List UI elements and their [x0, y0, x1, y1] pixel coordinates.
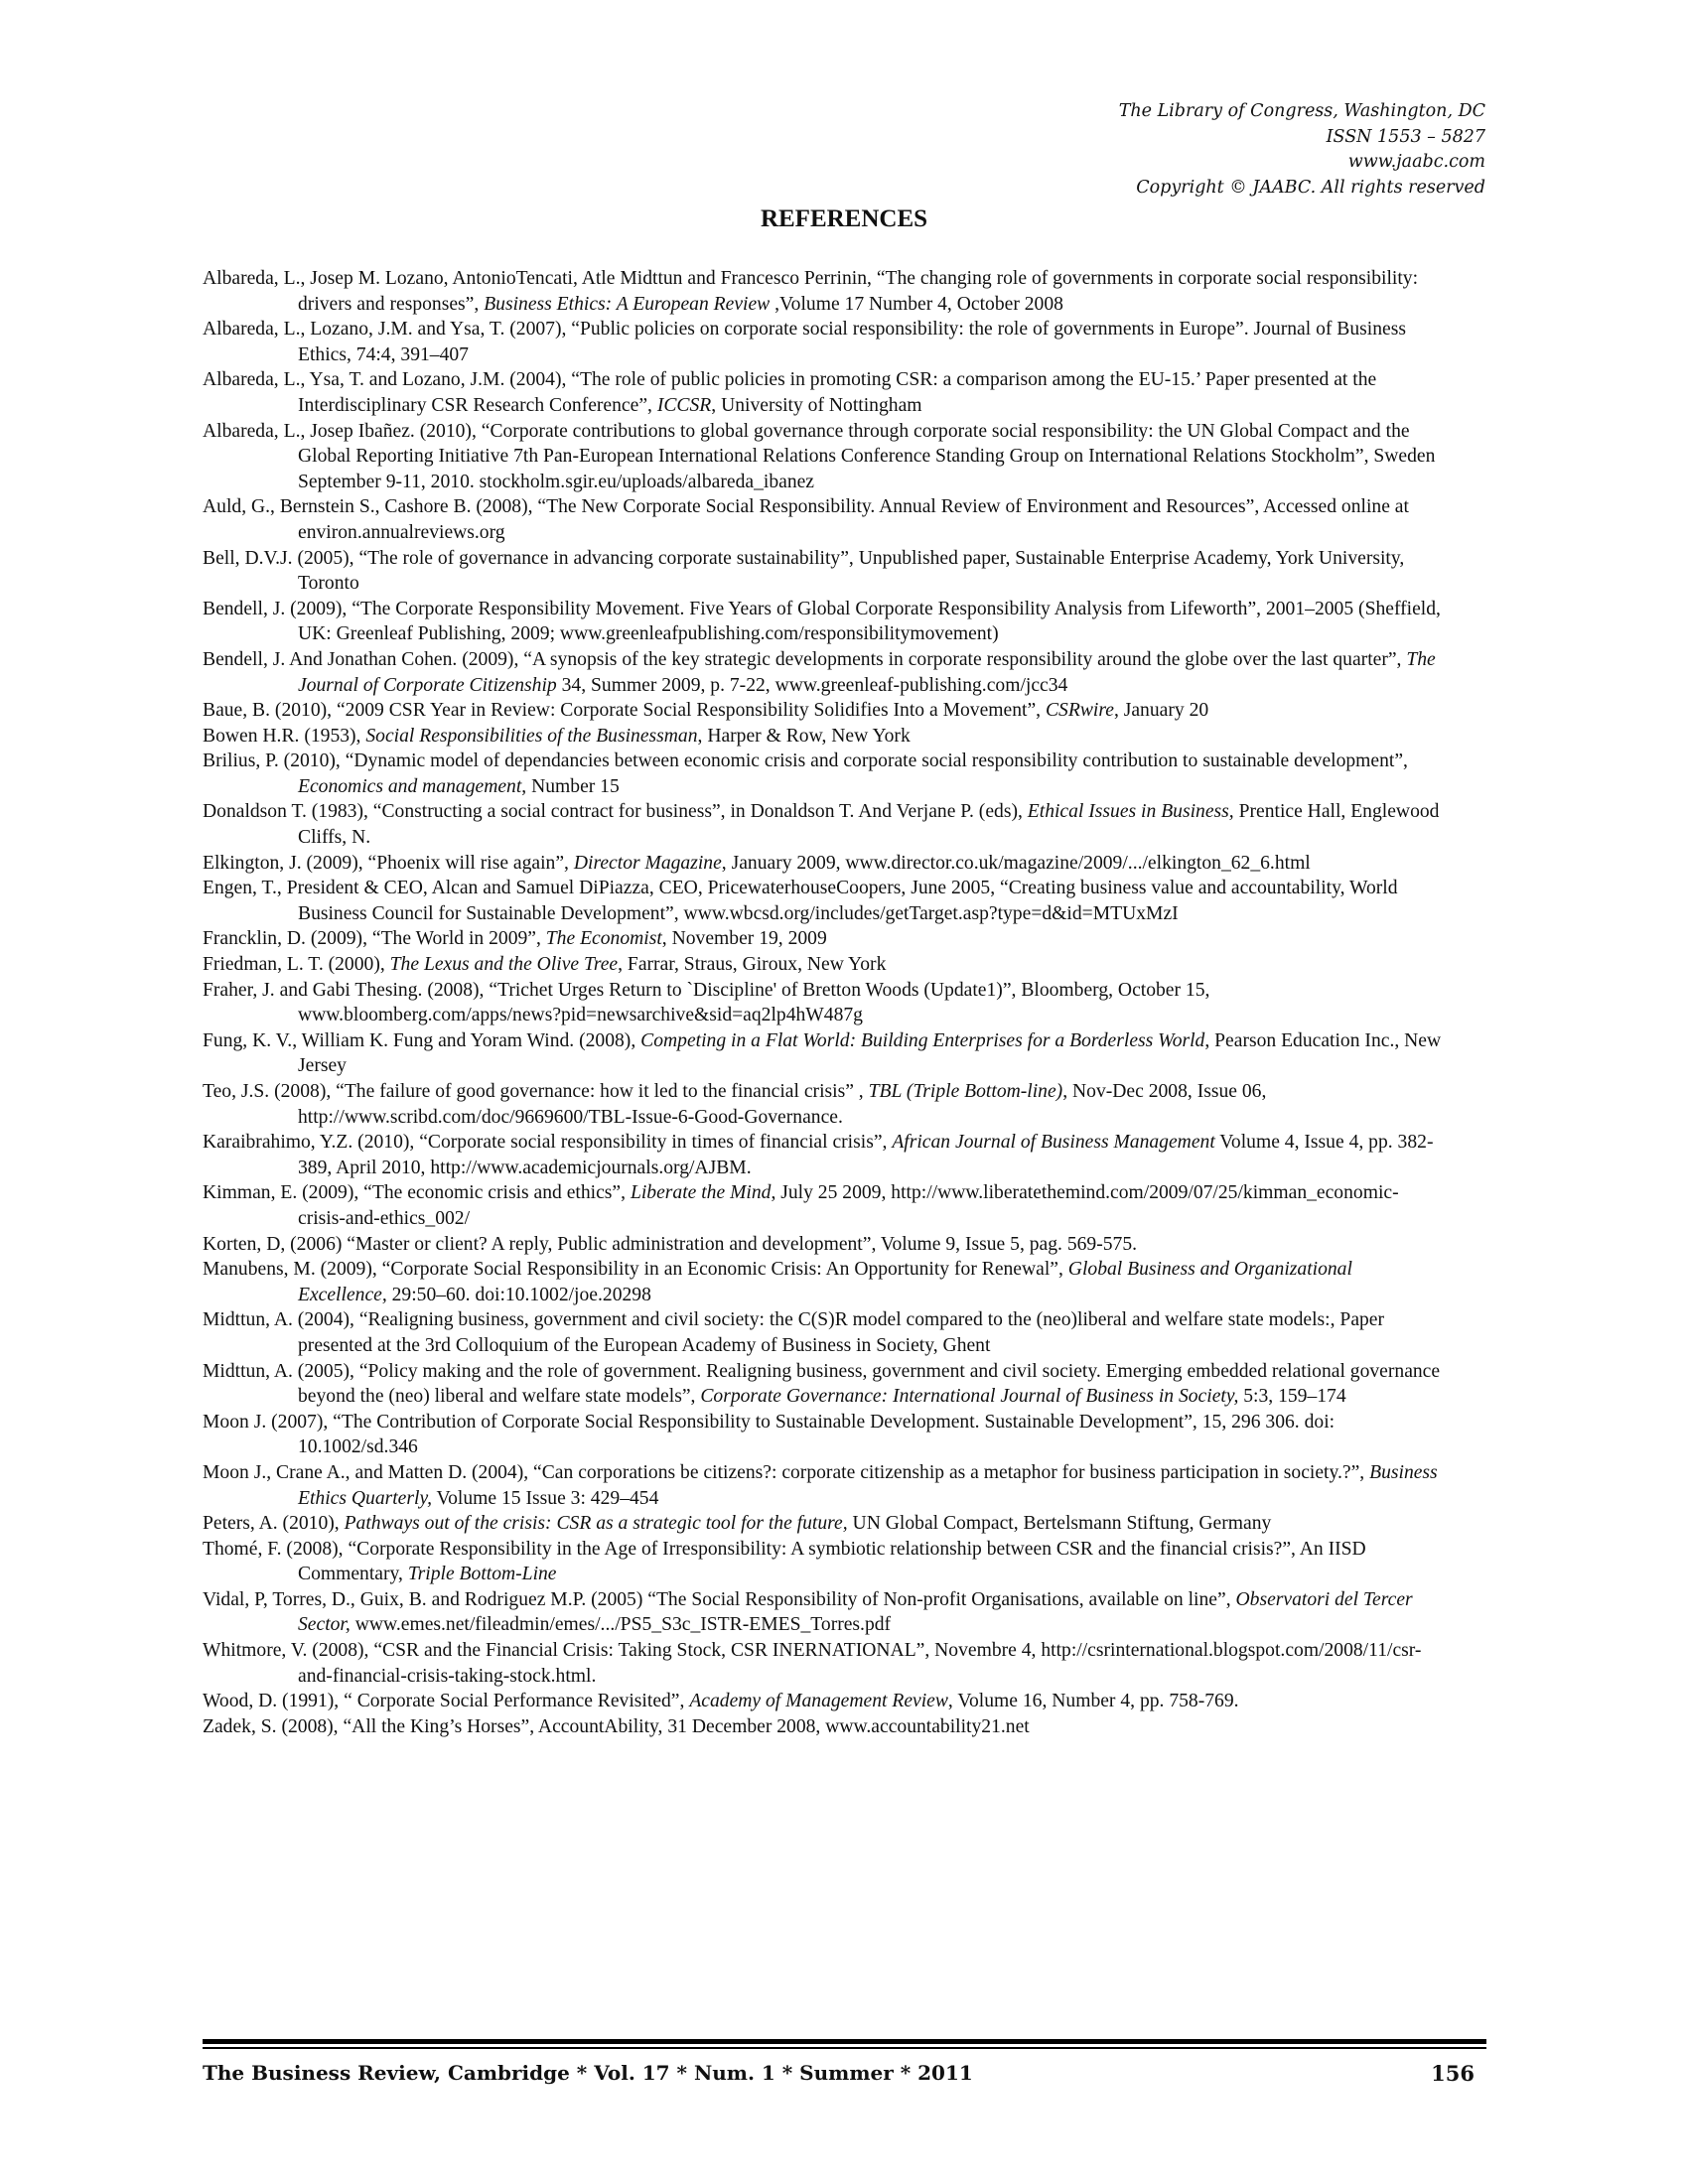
- reference-text: Engen, T., President & CEO, Alcan and Samuel DiPiazza, CEO, PricewaterhouseCoopers, June 2005, “Creating business value and accountability, World Business Council for Sustainable Development”, www.wbcsd.org/includes/getTarget.asp?type=d&id=MTUxMzI: [203, 878, 1398, 924]
- footer-journal: The Business Review, Cambridge * Vol. 17 * Num. 1 * Summer * 2011: [203, 2061, 973, 2085]
- journal-header: [1119, 99, 1485, 201]
- reference-entry: [203, 1028, 1444, 1079]
- reference-text: 5:3, 159–174: [1238, 1386, 1346, 1408]
- reference-italic: Competing in a Flat World: Building Enterprises for a Borderless World: [640, 1029, 1205, 1051]
- reference-text: Moon J., Crane A., and Matten D. (2004), “Can corporations be citizens?: corporate citizenship as a metaphor for business participation in society.?”,: [203, 1461, 1370, 1483]
- reference-text: Donaldson T. (1983), “Constructing a social contract for business”, in Donaldson T. And Verjane P. (eds),: [203, 801, 1028, 823]
- reference-text: Albareda, L., Ysa, T. and Lozano, J.M. (2004), “The role of public policies in promoting CSR: a comparison among the EU-15.’ Paper presented at the Interdisciplinary CSR Research Conference”,: [203, 369, 1377, 416]
- reference-entry: [203, 597, 1444, 647]
- reference-entry: [203, 698, 1444, 724]
- reference-text: Teo, J.S. (2008), “The failure of good governance: how it led to the financial crisis” ,: [203, 1081, 869, 1102]
- reference-text: Auld, G., Bernstein S., Cashore B. (2008), “The New Corporate Social Responsibility. Annual Review of Environment and Resources”, Accessed online at environ.annualreviews.org: [203, 496, 1409, 543]
- reference-text: Albareda, L., Josep Ibañez. (2010), “Corporate contributions to global governance through corporate social responsibility: the UN Global Compact and the Global Reporting Initiative 7th Pan-European International Relations Conference Standing Group on International Relations Stockholm”, Sweden September 9-11, 2010. stockholm.sgir.eu/uploads/albareda_ibanez: [203, 420, 1436, 492]
- reference-text: , Harper & Row, New York: [697, 725, 911, 747]
- reference-entry: [203, 1257, 1444, 1307]
- reference-text: Karaibrahimo, Y.Z. (2010), “Corporate social responsibility in times of financial crisis”,: [203, 1132, 893, 1154]
- header-website: www.jaabc.com: [1347, 152, 1485, 172]
- reference-italic: Economics and management: [298, 775, 522, 797]
- reference-entry: [203, 724, 1444, 750]
- reference-text: , Nov-Dec 2008, Issue 06, http://www.scribd.com/doc/9669600/TBL-Issue-6-Good-Governance.: [298, 1081, 1267, 1128]
- reference-text: Peters, A. (2010),: [203, 1513, 345, 1535]
- reference-text: ,Volume 17 Number 4, October 2008: [770, 293, 1063, 315]
- reference-text: Bowen H.R. (1953),: [203, 725, 366, 747]
- reference-text: Fung, K. V., William K. Fung and Yoram Wind. (2008),: [203, 1029, 641, 1051]
- reference-text: Kimman, E. (2009), “The economic crisis and ethics”,: [203, 1182, 631, 1204]
- reference-entry: [203, 749, 1444, 799]
- reference-text: Thomé, F. (2008), “Corporate Responsibility in the Age of Irresponsibility: A symbiotic relationship between CSR and the financial crisis?”, An IISD Commentary,: [203, 1538, 1366, 1585]
- reference-entry: [203, 494, 1444, 545]
- reference-entry: [203, 1410, 1444, 1460]
- reference-entry: [203, 978, 1444, 1028]
- reference-text: Brilius, P. (2010), “Dynamic model of dependancies between economic crisis and corporate social responsibility contribution to sustainable development”,: [203, 751, 1408, 772]
- reference-entry: [203, 266, 1444, 317]
- reference-entry: [203, 926, 1444, 952]
- reference-entry: [203, 1180, 1444, 1231]
- reference-entry: [203, 1232, 1444, 1258]
- reference-text: Midttun, A. (2004), “Realigning business, government and civil society: the C(S)R model compared to the (neo)liberal and welfare state models:, Paper presented at the 3rd Colloquium of the European Academy of Business in Society, Ghent: [203, 1309, 1385, 1356]
- reference-italic: Observatori del Tercer Sector,: [298, 1588, 1413, 1636]
- reference-text: Wood, D. (1991), “ Corporate Social Performance Revisited”,: [203, 1691, 690, 1712]
- reference-italic: ICCSR: [656, 394, 712, 416]
- reference-italic: Ethical Issues in Business,: [1027, 801, 1234, 823]
- reference-italic: Business Ethics: A European Review: [484, 293, 771, 315]
- reference-text: Volume 15 Issue 3: 429–454: [431, 1487, 659, 1509]
- page-number: 156: [1431, 2061, 1475, 2086]
- reference-entry: [203, 1460, 1444, 1511]
- reference-italic: Business Ethics Quarterly,: [298, 1461, 1438, 1509]
- reference-text: , January 20: [1113, 700, 1209, 722]
- reference-text: www.emes.net/fileadmin/emes/.../PS5_S3c_ISTR-EMES_Torres.pdf: [350, 1614, 892, 1636]
- reference-entry: [203, 799, 1444, 850]
- reference-text: Friedman, L. T. (2000),: [203, 954, 390, 976]
- reference-italic: African Journal of Business Management: [892, 1132, 1215, 1154]
- reference-entry: [203, 1307, 1444, 1358]
- reference-text: Albareda, L., Lozano, J.M. and Ysa, T. (2007), “Public policies on corporate social responsibility: the role of governments in Europe”. Journal of Business Ethics, 74:4, 391–407: [203, 319, 1406, 365]
- header-library: The Library of Congress, Washington, DC: [1118, 101, 1485, 121]
- reference-italic: The Lexus and the Olive Tree: [389, 954, 619, 976]
- reference-text: , Volume 16, Number 4, pp. 758-769.: [947, 1691, 1239, 1712]
- reference-italic: Academy of Management Review: [689, 1691, 948, 1712]
- reference-italic: Social Responsibilities of the Businessman: [365, 725, 698, 747]
- reference-entry: [203, 1587, 1444, 1638]
- reference-entry: [203, 367, 1444, 418]
- page-title: REFERENCES: [760, 205, 928, 232]
- reference-text: Midttun, A. (2005), “Policy making and the role of government. Realigning business, government and civil society. Emerging embedded relational governance beyond the (neo) liberal and welfare state models”,: [203, 1360, 1441, 1408]
- reference-text: , Farrar, Straus, Giroux, New York: [618, 954, 887, 976]
- reference-text: Korten, D, (2006) “Master or client? A reply, Public administration and development”, Volume 9, Issue 5, pag. 569-575.: [203, 1233, 1138, 1255]
- reference-text: UN Global Compact, Bertelsmann Stiftung, Germany: [847, 1513, 1272, 1535]
- reference-entry: [203, 1689, 1444, 1714]
- footer-rule-thick: [203, 2039, 1486, 2044]
- reference-text: Albareda, L., Josep M. Lozano, AntonioTencati, Atle Midttun and Francesco Perrinin, “The changing role of governments in corporate social responsibility: drivers and responses”,: [203, 268, 1419, 315]
- reference-entry: [203, 647, 1444, 698]
- reference-entry: [203, 1130, 1444, 1180]
- reference-italic: Director Magazine: [573, 852, 722, 874]
- reference-entry: [203, 317, 1444, 367]
- reference-text: Whitmore, V. (2008), “CSR and the Financial Crisis: Taking Stock, CSR INERNATIONAL”, Novembre 4, http://csrinternational.blogspot.com/2008/11/csr-and-financial-crisis-taking-stock.html.: [203, 1640, 1422, 1687]
- reference-list: [203, 266, 1444, 1739]
- reference-text: , November 19, 2009: [661, 928, 827, 950]
- reference-text: Baue, B. (2010), “2009 CSR Year in Review: Corporate Social Responsibility Solidifies Into a Movement”,: [203, 700, 1046, 722]
- reference-italic: TBL (Triple Bottom-line): [868, 1081, 1063, 1102]
- reference-text: Bell, D.V.J. (2005), “The role of governance in advancing corporate sustainability”, Unpublished paper, Sustainable Enterprise Academy, York University, Toronto: [203, 547, 1405, 595]
- reference-entry: [203, 1714, 1444, 1740]
- reference-text: , January 2009, www.director.co.uk/magazine/2009/.../elkington_62_6.html: [721, 852, 1311, 874]
- reference-entry: [203, 546, 1444, 597]
- reference-text: , Number 15: [521, 775, 620, 797]
- reference-italic: Liberate the Mind: [630, 1182, 772, 1204]
- reference-text: 34, Summer 2009, p. 7-22, www.greenleaf-publishing.com/jcc34: [556, 674, 1068, 696]
- footer-rule-thin: [203, 2047, 1486, 2049]
- reference-italic: Pathways out of the crisis: CSR as a strategic tool for the future,: [344, 1513, 848, 1535]
- reference-text: Elkington, J. (2009), “Phoenix will rise again”,: [203, 852, 574, 874]
- header-copyright: Copyright © JAABC. All rights reserved: [1136, 177, 1485, 198]
- reference-entry: [203, 419, 1444, 495]
- reference-entry: [203, 1537, 1444, 1587]
- reference-text: Bendell, J. And Jonathan Cohen. (2009), “A synopsis of the key strategic developments in corporate responsibility around the globe over the last quarter”,: [203, 648, 1407, 670]
- reference-text: , University of Nottingham: [711, 394, 922, 416]
- reference-text: Fraher, J. and Gabi Thesing. (2008), “Trichet Urges Return to `Discipline' of Bretton Woods (Update1)”, Bloomberg, October 15, www.bloomberg.com/apps/news?pid=newsarchive&sid=aq2lp4hW487g: [203, 979, 1210, 1026]
- reference-text: Zadek, S. (2008), “All the King’s Horses”, AccountAbility, 31 December 2008, www.accountability21.net: [203, 1715, 1030, 1737]
- reference-entry: [203, 1079, 1444, 1130]
- reference-text: 29:50–60. doi:10.1002/joe.20298: [386, 1284, 651, 1305]
- reference-text: Moon J. (2007), “The Contribution of Corporate Social Responsibility to Sustainable Development. Sustainable Development”, 15, 296 306. doi: 10.1002/sd.346: [203, 1411, 1336, 1458]
- reference-entry: [203, 1511, 1444, 1537]
- reference-text: Francklin, D. (2009), “The World in 2009”,: [203, 928, 546, 950]
- reference-italic: CSRwire: [1045, 700, 1114, 722]
- reference-entry: [203, 1359, 1444, 1410]
- reference-italic: Global Business and Organizational Excellence,: [298, 1259, 1352, 1305]
- reference-text: Prentice Hall, Englewood Cliffs, N.: [298, 801, 1440, 849]
- reference-text: , Pearson Education Inc., New Jersey: [298, 1029, 1442, 1077]
- reference-entry: [203, 952, 1444, 978]
- reference-entry: [203, 876, 1444, 926]
- reference-text: Vidal, P, Torres, D., Guix, B. and Rodriguez M.P. (2005) “The Social Responsibility of Non-profit Organisations, available on line”,: [203, 1588, 1236, 1610]
- reference-text: , July 25 2009, http://www.liberatethemind.com/2009/07/25/kimman_economic-crisis-and-ethics_002/: [298, 1182, 1399, 1229]
- reference-italic: Triple Bottom-Line: [407, 1564, 557, 1585]
- reference-text: Manubens, M. (2009), “Corporate Social Responsibility in an Economic Crisis: An Opportunity for Renewal”,: [203, 1259, 1068, 1281]
- header-issn: ISSN 1553 – 5827: [1326, 126, 1485, 147]
- reference-italic: Corporate Governance: International Journal of Business in Society,: [700, 1386, 1239, 1408]
- reference-entry: [203, 1638, 1444, 1689]
- reference-entry: [203, 851, 1444, 877]
- reference-text: Volume 4, Issue 4, pp. 382-389, April 2010, http://www.academicjournals.org/AJBM.: [298, 1132, 1434, 1178]
- reference-italic: The Journal of Corporate Citizenship: [298, 648, 1436, 696]
- reference-italic: The Economist: [545, 928, 662, 950]
- reference-text: Bendell, J. (2009), “The Corporate Responsibility Movement. Five Years of Global Corporate Responsibility Analysis from Lifeworth”, 2001–2005 (Sheffield, UK: Greenleaf Publishing, 2009; www.greenleafpublishing.com/responsibilitymovement): [203, 598, 1441, 645]
